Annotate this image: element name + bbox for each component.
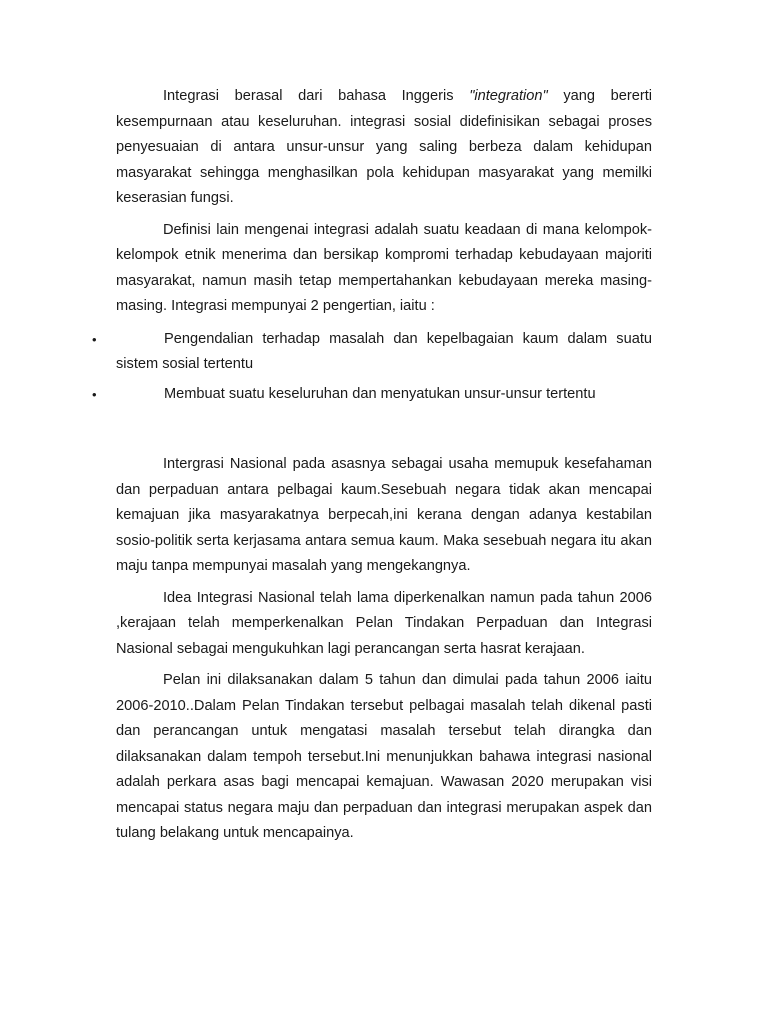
paragraph-plan: Pelan ini dilaksanakan dalam 5 tahun dan dimulai pada tahun 2006 iaitu 2006-2010..Dalam Pelan Tindakan tersebut pelbagai masalah telah dikenal pasti dan perancangan untuk mengatasi masalah tersebut telah dirangka dan dilaksanakan dalam tempoh tersebut.Ini menunjukkan bahawa integrasi nasional adalah perkara asas bagi mencapai kemajuan. Wawasan 2020 merupakan visi mencapai status negara maju dan perpaduan dan integrasi merupakan aspek dan tulang belakang untuk mencapainya.: [116, 672, 652, 841]
paragraph-idea-integration: Idea Integrasi Nasional telah lama diperkenalkan namun pada tahun 2006 ,kerajaan telah memperkenalkan Pelan Tindakan Perpaduan dan Integrasi Nasional sebagai mengukuhkan lagi perancangan serta hasrat kerajaan.: [116, 589, 652, 657]
bullet-icon: •: [92, 386, 97, 402]
paragraph-text: yang bererti kesempurnaan atau keseluruhan. integrasi sosial didefinisikan sebagai proses penyesuaian di antara unsur-unsur yang saling berbeza dalam kehidupan masyarakat sehingga menghasilkan pola kehidupan masyarakat yang memilki keserasian fungsi.: [116, 88, 652, 206]
paragraph-other-definition: Definisi lain mengenai integrasi adalah suatu keadaan di mana kelompok-kelompok etnik menerima dan bersikap kompromi terhadap kebudayaan majoriti masyarakat, namun masih tetap mempertahankan kebudayaan mereka masing-masing. Integrasi mempunyai 2 pengertian, iaitu :: [116, 221, 652, 314]
section-spacer: [116, 411, 652, 452]
paragraph-national-integration: Intergrasi Nasional pada asasnya sebagai usaha memupuk kesefahaman dan perpaduan antara pelbagai kaum.Sesebuah negara tidak akan mencapai kemajuan jika masyarakatnya berpecah,ini kerana dengan adanya kestabilan sosio-politik serta kerjasama antara semua kaum. Maka sesebuah negara itu akan maju tanpa mempunyai masalah yang mengekangnya.: [116, 456, 652, 574]
paragraph-text: Integrasi berasal dari bahasa Inggeris: [163, 88, 470, 104]
document-page: [92, 84, 652, 847]
paragraph-integration-definition: [116, 84, 652, 212]
bullet-text: Membuat suatu keseluruhan dan menyatukan unsur-unsur tertentu: [164, 385, 596, 402]
bullet-item: [92, 382, 652, 408]
italic-term: "integration": [469, 88, 548, 104]
bullet-text: Pengendalian terhadap masalah dan kepelbagaian kaum dalam suatu sistem sosial tertentu: [116, 330, 652, 372]
bullet-list: [92, 327, 652, 408]
bullet-item: [92, 327, 652, 378]
bullet-icon: •: [92, 331, 97, 347]
